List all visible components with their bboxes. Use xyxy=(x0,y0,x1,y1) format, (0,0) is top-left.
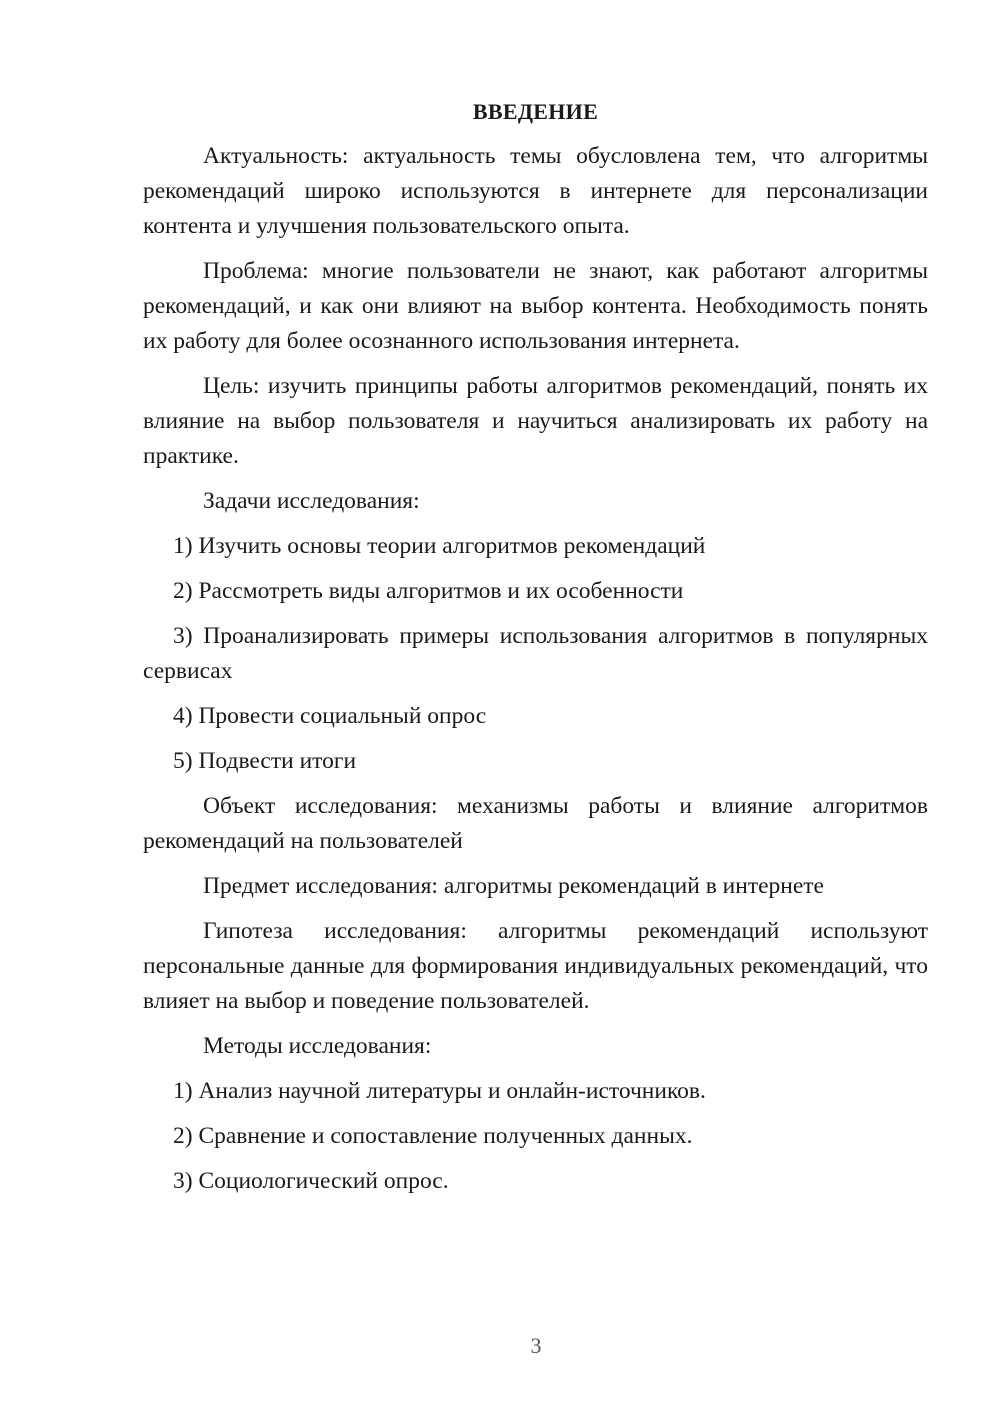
page-content xyxy=(143,94,928,1209)
method-item: 3) Социологический опрос. xyxy=(173,1168,449,1194)
task-item: 4) Провести социальный опрос xyxy=(173,703,487,729)
page-number: 3 xyxy=(530,1333,542,1358)
object-paragraph: Объект исследования: механизмы работы и влияние алгоритмов рекомендаций на пользователей xyxy=(143,793,928,854)
problem-paragraph: Проблема: многие пользователи не знают, как работают алгоритмы рекомендаций, и как они влияют на выбор контента. Необходимость понять их работу для более осознанного использования интернета. xyxy=(143,258,928,354)
tasks-title: Задачи исследования: xyxy=(203,488,420,514)
task-item: 2) Рассмотреть виды алгоритмов и их особенности xyxy=(173,578,684,604)
task-item: 1) Изучить основы теории алгоритмов рекомендаций xyxy=(173,533,706,559)
section-heading: ВВЕДЕНИЕ xyxy=(472,99,599,124)
goal-paragraph: Цель: изучить принципы работы алгоритмов рекомендаций, понять их влияние на выбор пользователя и научиться анализировать их работу на практике. xyxy=(143,373,928,469)
relevance-paragraph: Актуальность: актуальность темы обусловлена тем, что алгоритмы рекомендаций широко используются в интернете для персонализации контента и улучшения пользовательского опыта. xyxy=(143,143,928,239)
method-item: 2) Сравнение и сопоставление полученных данных. xyxy=(173,1123,693,1149)
task-item: 5) Подвести итоги xyxy=(173,748,357,774)
methods-title: Методы исследования: xyxy=(203,1033,432,1059)
method-item: 1) Анализ научной литературы и онлайн-источников. xyxy=(173,1078,706,1104)
hypothesis-paragraph: Гипотеза исследования: алгоритмы рекомендаций используют персональные данные для формирования индивидуальных рекомендаций, что влияет на выбор и поведение пользователей. xyxy=(143,918,928,1014)
task-item: 3) Проанализировать примеры использования алгоритмов в популярных сервисах xyxy=(143,623,928,684)
subject-paragraph: Предмет исследования: алгоритмы рекомендаций в интернете xyxy=(203,873,824,899)
